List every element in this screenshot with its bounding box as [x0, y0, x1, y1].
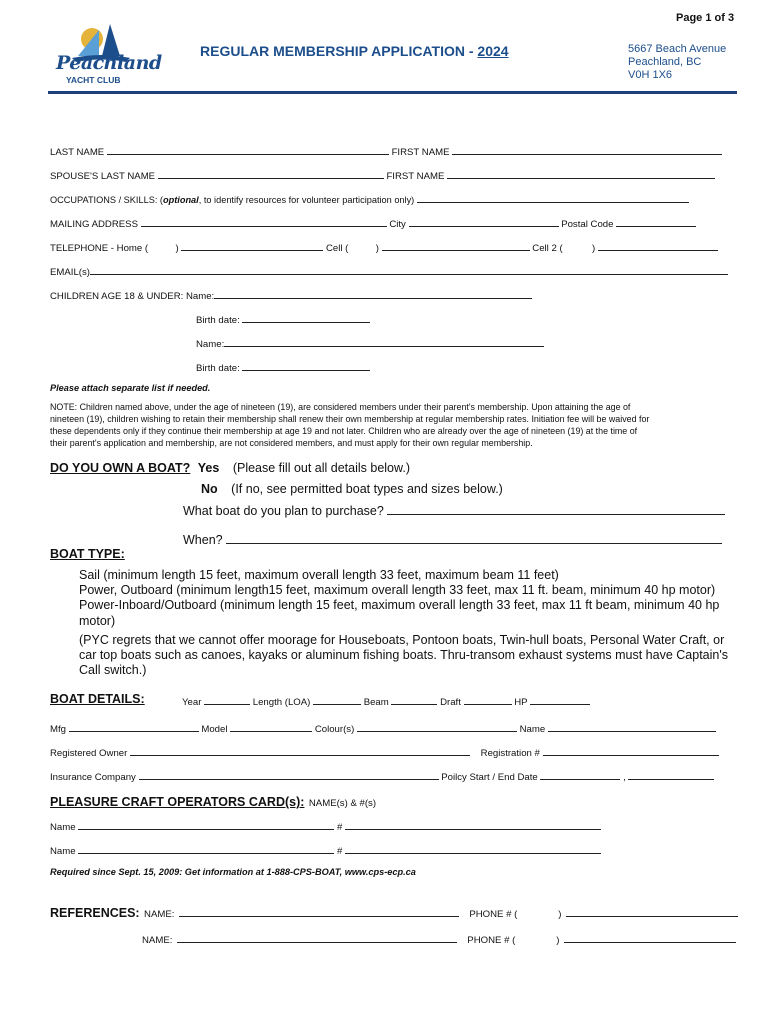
city-field[interactable] [409, 217, 559, 227]
mailing-row: MAILING ADDRESS City Postal Code [50, 217, 696, 230]
pcoc-row-2: Name # [50, 844, 601, 857]
reference-row-1: REFERENCES: NAME: PHONE # ( ) [50, 904, 738, 922]
child-1-birth-row: Birth date: [196, 313, 370, 326]
spouse-row: SPOUSE'S LAST NAME FIRST NAME [50, 169, 715, 182]
child-2-birth-field[interactable] [242, 361, 370, 371]
when-field[interactable] [226, 532, 722, 544]
children-note: NOTE: Children named above, under the age of nineteen (19), are considered members under their parent's membership. Upon attaining the age of nineteen (19), children wishing to retain their membership shall renew their own membership at regular membership rates. Initiation fee will be waived for these dependents only if they continue their membership at age 19 and not later. Children who are already over the age of nineteen (19) at the time of their parent's application and membership, are not considered members, and must apply for their own regular membership. [50, 402, 650, 448]
occupations-field[interactable] [417, 193, 689, 203]
own-boat-question: DO YOU OWN A BOAT? Yes (Please fill out all details below.) [50, 461, 410, 475]
pcoc-heading: PLEASURE CRAFT OPERATORS CARD(s): NAME(s) & #(s) [50, 795, 377, 809]
reference-1-name-field[interactable] [179, 907, 459, 917]
registration-field[interactable] [543, 746, 719, 756]
child-1-name-field[interactable] [214, 289, 532, 299]
address-line-1: 5667 Beach Avenue [628, 43, 727, 55]
children-row: CHILDREN AGE 18 & UNDER: Name: [50, 289, 532, 302]
reference-1-phone-field[interactable] [566, 907, 738, 917]
boat-type-heading: BOAT TYPE: [50, 547, 125, 561]
mfg-field[interactable] [69, 722, 199, 732]
boat-type-outboard: Power, Outboard (minimum length15 feet, maximum overall length 33 feet, max 11 ft. beam, minimum 40 hp motor) [79, 583, 716, 598]
boat-type-list: Sail (minimum length 15 feet, maximum overall length 33 feet, maximum beam 11 feet) Power, Outboard (minimum length15 feet, maximum overall length 33 feet, max 11 ft. beam, minimum 40 hp motor) Power-Inboard/Outboard (minimum length 15 feet, maximum overall length 33 feet, max 11 ft beam, minimum 40 hp motor) [79, 568, 720, 628]
boat-type-sail: Sail (minimum length 15 feet, maximum overall length 33 feet, maximum beam 11 feet) [79, 568, 559, 582]
cell-phone-field[interactable] [382, 241, 530, 251]
address-line-2: Peachland, BC [628, 56, 702, 68]
home-phone-field[interactable] [181, 241, 323, 251]
registered-owner-field[interactable] [130, 746, 470, 756]
cell2-phone-field[interactable] [598, 241, 718, 251]
insurance-company-field[interactable] [139, 770, 439, 780]
reference-2-name-field[interactable] [177, 933, 457, 943]
pcoc-required-note: Required since Sept. 15, 2009: Get information at 1-888-CPS-BOAT, www.cps-ecp.ca [50, 867, 416, 877]
page-number: Page 1 of 3 [676, 12, 735, 24]
moorage-regrets: (PYC regrets that we cannot offer moorage for Houseboats, Pontoon boats, Twin-hull boats, Personal Water Craft, or car top boats such as canoes, kayaks or aluminum fishing boats. Thru-transom exhaust systems must have Captain's Call switch.) [79, 633, 728, 678]
child-2-birth-row: Birth date: [196, 361, 370, 374]
boat-details-heading: BOAT DETAILS: [50, 692, 145, 706]
hp-field[interactable] [530, 695, 590, 705]
logo-subtitle: YACHT CLUB [66, 75, 121, 85]
first-name-field[interactable] [452, 145, 722, 155]
page-title: REGULAR MEMBERSHIP APPLICATION - 2024 [200, 43, 509, 59]
attach-note: Please attach separate list if needed. [50, 383, 211, 393]
spouse-last-name-field[interactable] [158, 169, 384, 179]
email-field[interactable] [90, 265, 728, 275]
pcoc-number-1-field[interactable] [345, 820, 601, 830]
reference-2-phone-field[interactable] [564, 933, 736, 943]
owner-row: Registered Owner Registration # [50, 746, 719, 759]
postal-code-field[interactable] [616, 217, 696, 227]
reference-row-2: NAME: PHONE # ( ) [142, 930, 736, 948]
boat-dimensions-row: Year Length (LOA) Beam Draft HP [182, 695, 590, 708]
length-field[interactable] [313, 695, 361, 705]
boat-type-inboard: Power-Inboard/Outboard (minimum length 15 feet, maximum overall length 33 feet, max 11 ft beam, minimum 40 hp [79, 598, 720, 613]
own-boat-no-row: No (If no, see permitted boat types and sizes below.) [201, 482, 503, 496]
policy-end-field[interactable] [628, 770, 714, 780]
insurance-row: Insurance Company Poilcy Start / End Date , [50, 770, 714, 783]
draft-field[interactable] [464, 695, 512, 705]
address-line-3: V0H 1X6 [628, 69, 673, 81]
pcoc-row-1: Name # [50, 820, 601, 833]
child-1-birth-field[interactable] [242, 313, 370, 323]
model-field[interactable] [230, 722, 312, 732]
title-year: 2024 [477, 43, 509, 59]
child-2-name-row: Name: [196, 337, 544, 350]
mailing-address-field[interactable] [141, 217, 387, 227]
boat-name-field[interactable] [548, 722, 716, 732]
year-field[interactable] [204, 695, 250, 705]
header-rule [48, 91, 737, 94]
occupations-row: OCCUPATIONS / SKILLS: (optional, to identify resources for volunteer participation only) [50, 193, 689, 205]
last-name-field[interactable] [107, 145, 389, 155]
mfg-row: Mfg Model Colour(s) Name [50, 722, 716, 735]
colours-field[interactable] [357, 722, 517, 732]
last-name-row: LAST NAME FIRST NAME [50, 145, 722, 158]
own-boat-no[interactable]: No [201, 482, 218, 496]
pcoc-name-2-field[interactable] [78, 844, 334, 854]
purchase-row: What boat do you plan to purchase? [183, 503, 725, 518]
club-logo [52, 22, 162, 88]
telephone-row: TELEPHONE - Home ( ) Cell ( ) Cell 2 ( ) [50, 241, 718, 254]
logo-name: Peachland [56, 52, 162, 74]
beam-field[interactable] [391, 695, 437, 705]
club-address [628, 43, 726, 82]
pcoc-number-2-field[interactable] [345, 844, 601, 854]
purchase-field[interactable] [387, 503, 725, 515]
when-row: When? [183, 532, 722, 547]
child-2-name-field[interactable] [224, 337, 544, 347]
email-row: EMAIL(s) [50, 265, 728, 278]
policy-start-field[interactable] [540, 770, 620, 780]
pcoc-name-1-field[interactable] [78, 820, 334, 830]
spouse-first-name-field[interactable] [447, 169, 715, 179]
own-boat-yes[interactable]: Yes [197, 461, 220, 475]
